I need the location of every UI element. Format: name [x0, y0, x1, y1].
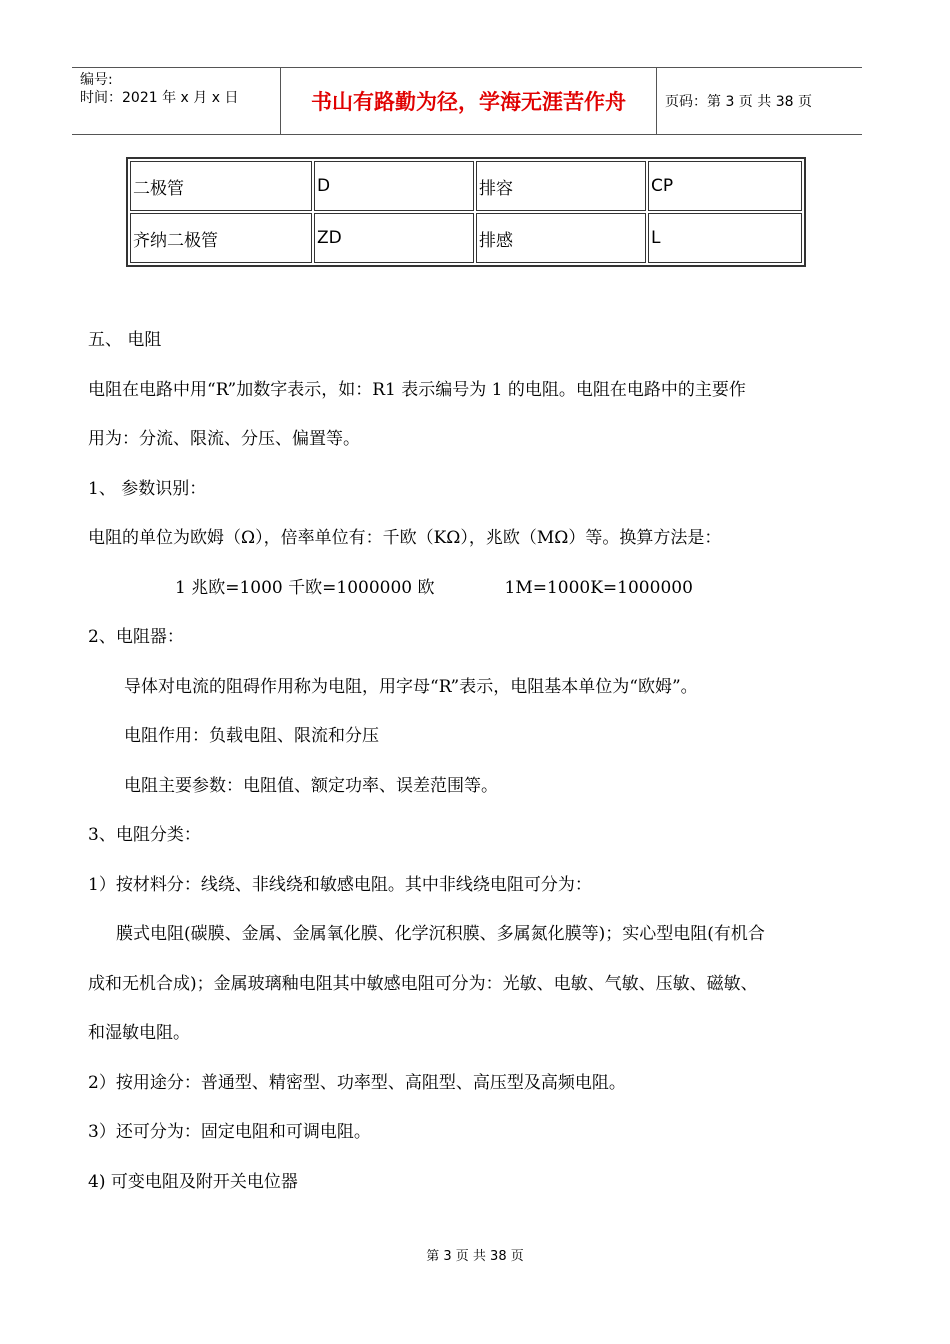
subheading: 3、电阻分类： — [88, 825, 201, 845]
paragraph-line: 4) 可变电阻及附开关电位器 — [88, 1171, 298, 1192]
table-cell: D — [314, 161, 474, 211]
paragraph-line: 电阻在电路中用“R”加数字表示，如：R1 表示编号为 1 的电阻。电阻在电路中的主要作 — [88, 379, 746, 400]
time-label: 时间：2021 年 x 月 x 日 — [80, 90, 239, 106]
table-cell: 排感 — [476, 213, 646, 263]
conversion-formula — [88, 570, 858, 620]
paragraph-line: 电阻作用：负载电阻、限流和分压 — [124, 726, 379, 746]
subheading: 1、 参数识别： — [88, 478, 207, 499]
table-row — [130, 161, 802, 211]
body-content — [88, 322, 858, 1213]
table-cell: 二极管 — [130, 161, 312, 211]
table-cell: CP — [648, 161, 802, 211]
paragraph-line: 膜式电阻(碳膜、金属、金属氧化膜、化学沉积膜、多属氮化膜等)；实心型电阻(有机合 — [116, 924, 765, 944]
paragraph-line: 成和无机合成)；金属玻璃釉电阻其中敏感电阻可分为：光敏、电敏、气敏、压敏、磁敏、 — [88, 973, 758, 994]
header-meta — [72, 68, 280, 134]
component-table — [126, 157, 806, 267]
formula-symbolic: 1M=1000K=1000000 — [504, 577, 693, 598]
number-label: 编号: — [80, 72, 113, 88]
table-cell: 排容 — [476, 161, 646, 211]
table-cell: L — [648, 213, 802, 263]
header-page-info: 页码：第 3 页 共 38 页 — [665, 94, 812, 110]
paragraph-line: 3）还可分为：固定电阻和可调电阻。 — [88, 1122, 371, 1142]
paragraph-line: 1）按材料分：线绕、非线绕和敏感电阻。其中非线绕电阻可分为： — [88, 874, 592, 895]
table-row — [130, 213, 802, 263]
table-cell: 齐纳二极管 — [130, 213, 312, 263]
section-heading: 五、 电阻 — [88, 330, 162, 350]
page-header — [72, 67, 862, 135]
paragraph-line: 2）按用途分：普通型、精密型、功率型、高阻型、高压型及高频电阻。 — [88, 1072, 626, 1093]
paragraph-line: 导体对电流的阻碍作用称为电阻，用字母“R”表示，电阻基本单位为“欧姆”。 — [124, 676, 698, 697]
header-motto: 书山有路勤为径，学海无涯苦作舟 — [280, 68, 657, 134]
paragraph-line: 电阻主要参数：电阻值、额定功率、误差范围等。 — [124, 775, 498, 796]
page-footer: 第 3 页 共 38 页 — [426, 1249, 524, 1264]
subheading: 2、电阻器： — [88, 627, 184, 647]
table-cell: ZD — [314, 213, 474, 263]
paragraph-line: 和湿敏电阻。 — [88, 1023, 190, 1043]
formula-chinese: 1 兆欧=1000 千欧=1000000 欧 — [175, 577, 435, 598]
paragraph-line: 电阻的单位为欧姆（Ω），倍率单位有：千欧（KΩ），兆欧（MΩ）等。换算方法是： — [88, 528, 722, 548]
paragraph-line: 用为：分流、限流、分压、偏置等。 — [88, 429, 360, 449]
